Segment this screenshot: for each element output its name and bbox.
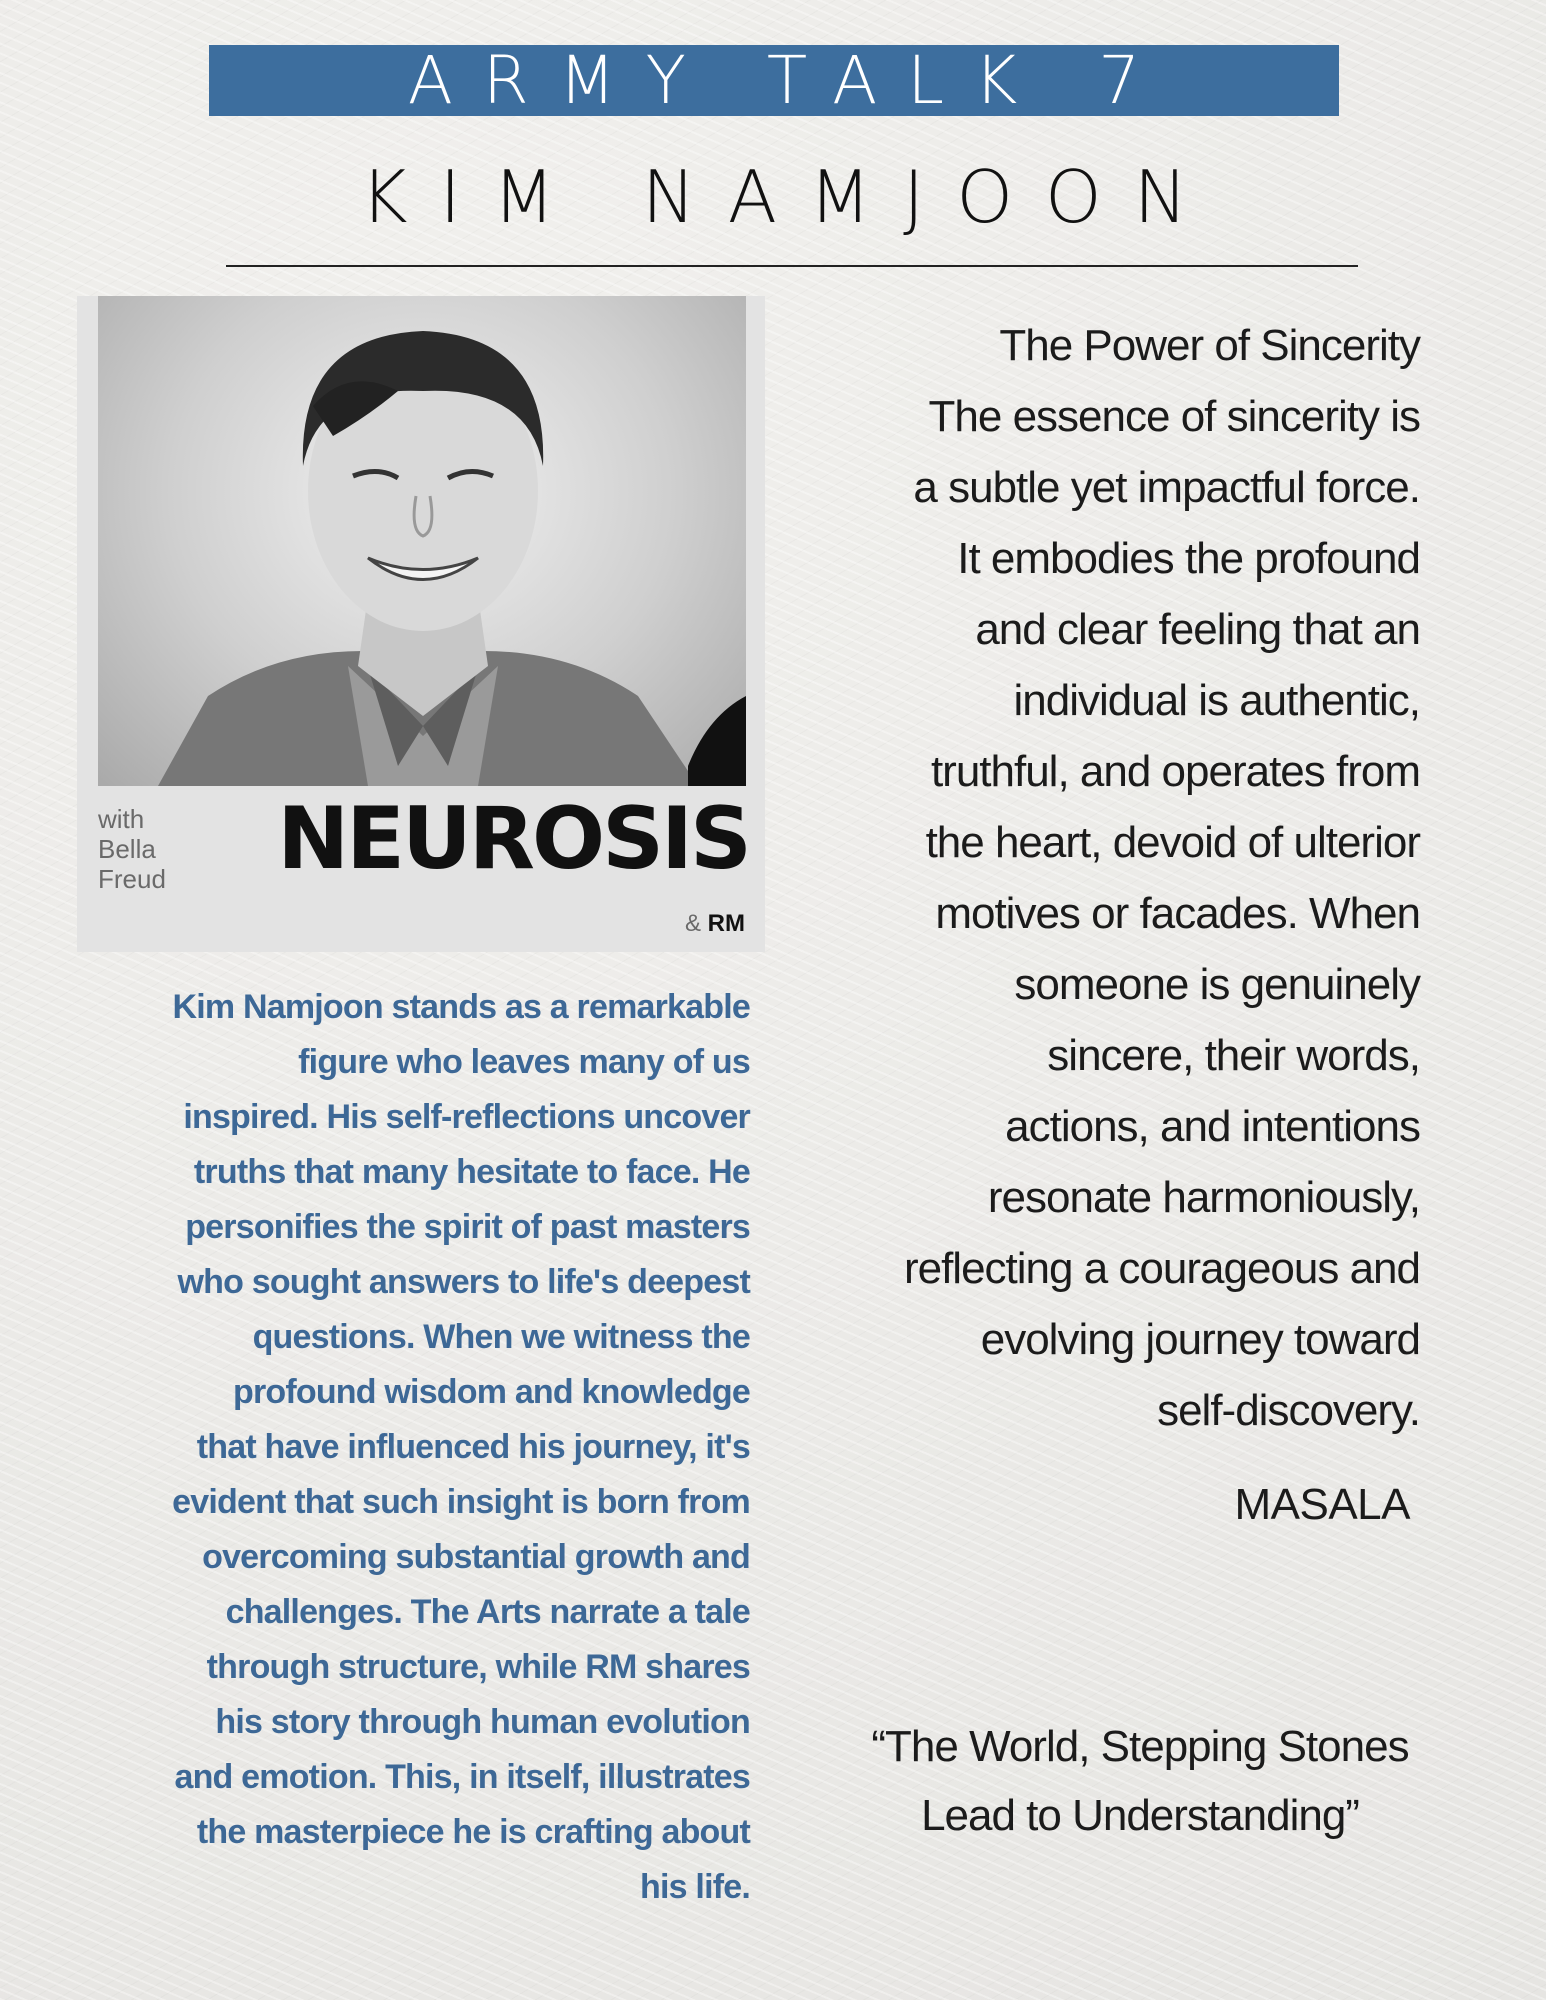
banner-title: ARMY TALK 7 (407, 41, 1171, 119)
right-paragraph-line: The essence of sincerity is (928, 392, 1420, 441)
right-paragraph-line: resonate harmoniously, (987, 1173, 1420, 1222)
cover-title: NEUROSIS (277, 789, 749, 889)
left-paragraph-line: truths that many hesitate to face. He (193, 1153, 750, 1191)
left-paragraph (75, 980, 750, 1915)
right-paragraph-line: a subtle yet impactful force. (913, 463, 1420, 512)
left-paragraph-line: questions. When we witness the (252, 1318, 750, 1356)
right-paragraph (800, 310, 1420, 1446)
cover-amp: & (684, 910, 701, 937)
cover-with-line: Freud (98, 864, 166, 894)
left-paragraph-line: overcoming substantial growth and (202, 1538, 750, 1576)
left-paragraph-line: challenges. The Arts narrate a tale (225, 1593, 750, 1631)
portrait-photo (98, 296, 746, 786)
left-paragraph-line: his life. (640, 1868, 750, 1906)
right-paragraph-line: actions, and intentions (1005, 1102, 1420, 1151)
left-paragraph-line: figure who leaves many of us (298, 1043, 750, 1081)
left-paragraph-line: the masterpiece he is crafting about (196, 1813, 750, 1851)
right-paragraph-line: and clear feeling that an (975, 605, 1420, 654)
page-title: KIM NAMJOON (360, 155, 1220, 239)
left-paragraph-line: personifies the spirit of past masters (185, 1208, 750, 1246)
right-paragraph-line: reflecting a courageous and (903, 1244, 1420, 1293)
left-paragraph-line: Kim Namjoon stands as a remarkable (172, 988, 750, 1026)
podcast-cover (77, 296, 765, 952)
closing-quote (830, 1712, 1450, 1850)
cover-guest (685, 910, 745, 938)
left-paragraph-line: who sought answers to life's deepest (177, 1263, 750, 1301)
right-paragraph-heading: The Power of Sincerity (999, 321, 1420, 370)
right-paragraph-line: motives or facades. When (935, 889, 1420, 938)
left-paragraph-line: his story through human evolution (215, 1703, 750, 1741)
right-paragraph-line: truthful, and operates from (930, 747, 1420, 796)
right-paragraph-line: individual is authentic, (1013, 676, 1420, 725)
right-paragraph-line: the heart, devoid of ulterior (925, 818, 1420, 867)
portrait-illustration (98, 296, 746, 786)
left-paragraph-line: that have influenced his journey, it's (196, 1428, 750, 1466)
title-divider (226, 265, 1358, 267)
left-paragraph-line: through structure, while RM shares (206, 1648, 750, 1686)
title-banner (209, 41, 1339, 119)
left-paragraph-line: profound wisdom and knowledge (232, 1373, 750, 1411)
quote-line: Lead to Understanding” (921, 1791, 1359, 1840)
left-paragraph-line: and emotion. This, in itself, illustrates (174, 1758, 750, 1796)
cover-rm: RM (707, 910, 745, 937)
left-paragraph-line: evident that such insight is born from (172, 1483, 750, 1521)
right-paragraph-line: self-discovery. (1157, 1386, 1420, 1435)
quote-line: “The World, Stepping Stones (871, 1722, 1409, 1771)
left-paragraph-line: inspired. His self-reflections uncover (183, 1098, 750, 1136)
cover-with-line: with (98, 804, 145, 834)
right-paragraph-line: sincere, their words, (1047, 1031, 1420, 1080)
cover-with-line: Bella (98, 834, 156, 864)
right-paragraph-line: someone is genuinely (1014, 960, 1420, 1009)
right-paragraph-line: It embodies the profound (957, 534, 1420, 583)
author-signature: MASALA (1234, 1480, 1410, 1529)
right-paragraph-line: evolving journey toward (980, 1315, 1420, 1364)
